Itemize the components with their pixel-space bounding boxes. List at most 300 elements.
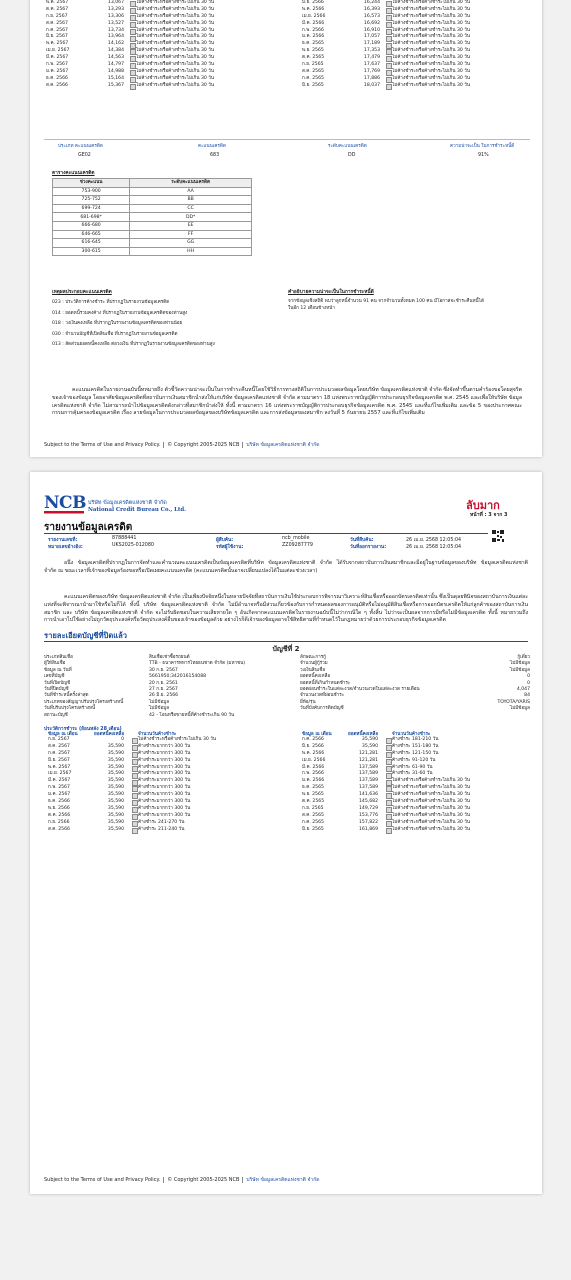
history-status: ไม่ค้างชำระหรือค้างชำระไม่เกิน 30 วัน: [392, 20, 470, 26]
meta-value: ZZ09287779: [282, 543, 313, 548]
detail-value: ไม่มีข้อมูล: [149, 699, 170, 705]
reason-item: 013 : สัดส่วนยอดหนี้คงเหลือ ต่อวงเงิน ที่ปรากฏในรายงานข้อมูลเครดิตของท่านสูง: [52, 342, 215, 347]
history-month: พ.ย. 2565: [302, 792, 324, 798]
history-status: ค้างชำระมากกว่า 300 วัน: [138, 757, 191, 763]
history-row: [46, 827, 276, 834]
history-status: ไม่ค้างชำระหรือค้างชำระไม่เกิน 30 วัน: [392, 48, 470, 54]
history-month: ส.ค. 2567: [48, 743, 70, 749]
history-month: ก.พ. 2567: [46, 62, 68, 68]
history-row: [44, 55, 274, 62]
reason-list: [52, 298, 292, 351]
company-name-en: National Credit Bureau Co., Ltd.: [88, 507, 187, 513]
history-balance: 121,281: [359, 757, 378, 763]
range-value: 699-724: [53, 204, 130, 213]
copyright-text: © Copyright 2005-2025 NCB: [167, 1177, 240, 1183]
detail-label: ยี่ห้อ/รุ่น: [300, 699, 316, 705]
detail-value: ไม่มีข้อมูล: [149, 706, 170, 712]
meta-label: รายงานเลขที่:: [48, 538, 78, 543]
score-range-title: ตารางคะแนนเครดิต: [52, 171, 95, 176]
history-status: ค้างชำระ 31-60 วัน: [392, 771, 433, 777]
history-row: [46, 737, 276, 744]
history-row: [46, 820, 276, 827]
detail-label: วงเงินสินเชื่อ: [300, 667, 326, 673]
history-balance: 15,164: [107, 75, 124, 81]
history-status: ไม่ค้างชำระหรือค้างชำระไม่เกิน 30 วัน: [136, 68, 214, 74]
history-row: [46, 758, 276, 765]
probability-header: ความน่าจะเป็น ในการชำระหนี้ดี: [450, 144, 515, 149]
score-disclaimer: คะแนนเครดิตในรายงานฉบับนี้ทหมายถึง ตัวชี้วัดความน่าจะเป็นในการชำระคืนหนี้โดยใช้วิธีการทางสถิติในการประมวลผลข้อมูลโดยบริษัท ข้อมูลเครดิตแห่งชาติ จำกัด ซึ่งจัดทำขึ้นตามคำร้องขอโดยสุจริตของเจ้าของข้อมูล โดยอาศัยข้อมูลเครดิตที่สถาบันการเงินสมาชิกนำส่งให้แก่บริษัท ข้อมูลเครดิตแห่งชาติ จำกัด ตามมาตรา 18 แห่งพระราชบัญญัติการประกอบธุรกิจข้อมูลเครดิต พ.ศ. 2545 และเพื่อให้บริษัท ข้อมูลเครดิตแห่งชาติ จำกัด ไม่สามารถนำไปข้อมูลเครดิตดังกล่าวที่สมาชิกนำส่งให้ ทั้งนี้ ตามมาตรา 16 แห่งพระราชบัญญัติการประกอบธุรกิจข้อมูลเครดิต พ.ศ. 2545 และที่แก้ไขเพิ่มเติม และข้อ 5 ของประกาศคณะกรรมการคุ้มครองข้อมูลเครดิต เรื่อง ลายข้อมูลในการประมวลผลข้อมูลของบริษัทข้อมูลเครดิต และการส่งข้อมูลของสมาชิก ลงวันที่ 5 กันยายน 2557 และที่แก้ไขเพิ่มเติม: [52, 387, 522, 417]
report-meta: [48, 536, 518, 550]
history-month: ก.ค. 2567: [48, 750, 70, 756]
history-month: ธ.ค. 2565: [302, 785, 324, 791]
meta-value: UKS2025-012080: [112, 543, 154, 548]
history-month: เม.ย. 2566: [302, 757, 326, 763]
history-balance: 16,692: [363, 20, 380, 26]
history-month: มี.ค. 2566: [302, 20, 325, 26]
range-row: [53, 239, 252, 248]
history-balance: 35,590: [107, 799, 124, 805]
probability-value: 91%: [478, 153, 489, 158]
detail-value: 30 ก.ย. 2567: [149, 667, 178, 673]
history-status: ไม่ค้างชำระหรือค้างชำระไม่เกิน 30 วัน: [392, 778, 470, 784]
history-month: มิ.ย. 2565: [302, 826, 324, 832]
history-row: [300, 76, 530, 83]
history-month: ก.ย. 2565: [302, 805, 324, 811]
history-status: ไม่ค้างชำระหรือค้างชำระไม่เกิน 30 วัน: [392, 819, 470, 825]
history-status: ไม่ค้างชำระหรือค้างชำระไม่เกิน 30 วัน: [136, 27, 214, 33]
history-balance: 35,590: [361, 743, 378, 749]
history-row: [300, 744, 530, 751]
level-value: FF: [130, 230, 252, 239]
history-status: ไม่ค้างชำระหรือค้างชำระไม่เกิน 30 วัน: [136, 75, 214, 81]
history-month: ม.ค. 2567: [46, 68, 69, 74]
history-status: ไม่ค้างชำระหรือค้างชำระไม่เกิน 30 วัน: [392, 826, 470, 832]
range-value: 681-698*: [53, 213, 130, 222]
history-status: ไม่ค้างชำระหรือค้างชำระไม่เกิน 30 วัน: [392, 0, 470, 5]
range-value: 725-752: [53, 196, 130, 205]
history-row: [44, 83, 274, 90]
range-value: 300-615: [53, 247, 130, 256]
history-balance: 35,590: [107, 819, 124, 825]
copyright-text: © Copyright 2005-2025 NCB: [167, 442, 240, 448]
history-row: [46, 799, 276, 806]
history-balance: 35,590: [107, 792, 124, 798]
history-balance: 137,589: [359, 764, 378, 770]
history-status: ไม่ค้างชำระหรือค้างชำระไม่เกิน 30 วัน: [136, 62, 214, 68]
history-month: มิ.ย. 2566: [302, 743, 324, 749]
detail-label: ยอดหนี้ที่เกินกำหนดชำระ: [300, 680, 351, 686]
range-row: [53, 213, 252, 222]
history-month: พ.ค. 2567: [48, 764, 71, 770]
page-footer: [44, 1176, 320, 1184]
history-row: [300, 806, 530, 813]
history-status: ค้างชำระมากกว่า 300 วัน: [138, 805, 191, 811]
history-month: พ.ค. 2566: [302, 750, 325, 756]
history-status: ไม่ค้างชำระหรือค้างชำระไม่เกิน 30 วัน: [392, 27, 470, 33]
history-month: ม.ค. 2567: [48, 792, 71, 798]
history-balance: 17,057: [363, 34, 380, 40]
reason-item: 023 : ประวัติการค้างชำระ ที่ปรากฏในรายงานข้อมูลเครดิต: [52, 300, 170, 305]
history-row: [300, 83, 530, 90]
history-month: เม.ย. 2566: [302, 13, 326, 19]
history-month: ก.พ. 2566: [302, 771, 324, 777]
range-row: [53, 187, 252, 196]
history-status: ค้างชำระมากกว่า 300 วัน: [138, 812, 191, 818]
history-month: มิ.ย. 2567: [48, 757, 70, 763]
ncb-logo: [44, 493, 86, 514]
history-balance: 35,590: [107, 743, 124, 749]
history-row: [300, 21, 530, 28]
detail-label: ยอดหนี้คงเหลือ: [300, 674, 331, 680]
credit-score-summary: [44, 139, 530, 162]
history-month: พ.ย. 2566: [48, 805, 70, 811]
report-page-3: [30, 472, 542, 1194]
history-title: ประวัติการชำระ (ย้อนหลัง 28 เดือน): [44, 727, 122, 732]
history-status: ค้างชำระมากกว่า 300 วัน: [138, 792, 191, 798]
history-balance: 14,384: [107, 48, 124, 54]
history-row: [300, 827, 530, 834]
history-balance: 13,067: [107, 0, 124, 5]
history-month: มี.ค. 2567: [46, 55, 69, 61]
closed-accounts-title: รายละเอียดบัญชีที่ปิดแล้ว: [44, 631, 128, 640]
detail-value: ไม่มีข้อมูล: [509, 667, 530, 673]
range-value: 753-900: [53, 187, 130, 196]
range-value: 646-665: [53, 230, 130, 239]
meta-label: วันที่สืบค้น:: [350, 538, 374, 543]
detail-value: 0: [527, 674, 530, 680]
detail-label: จำนวนผู้กู้ร่วม: [300, 661, 328, 667]
history-balance: 35,590: [361, 737, 378, 742]
detail-label: วันที่เปิดบัญชี: [44, 680, 71, 686]
history-month: ก.ค. 2565: [302, 819, 324, 825]
detail-label: จำนวนงวดที่ผ่อนชำระ: [300, 693, 345, 699]
intro-paragraph: อนึ่ง ข้อมูลเครดิตที่ปรากฏในการจัดทำและคำนวณคะแนนเครดิตเป็นข้อมูลเครดิตที่บริษัท ข้อมูลเครดิตแห่งชาติ จำกัด ได้รับจากสถาบันการเงินสมาชิกและมีอยู่ในฐานข้อมูลของบริษัท ข้อมูลเครดิตแห่งชาติ จำกัด ณ ขณะเวลาที่เจ้าของข้อมูลร้องขอหรือเปิดเผยคะแนนเครดิต (คะแนนเครดิตนั้นอาจเปลี่ยนแปลงได้ในแต่ละช่วงเวลา): [44, 560, 528, 574]
history-balance: 17,886: [363, 75, 380, 81]
history-month: พ.ค. 2567: [46, 41, 69, 47]
meta-value: 26 เม.ย. 2568 12:05:04: [406, 538, 462, 543]
history-month: ส.ค. 2566: [48, 826, 70, 832]
range-row: [53, 221, 252, 230]
page-number: หน้าที่ : 3 จาก 3: [470, 512, 508, 518]
account-details-left: [44, 655, 294, 719]
detail-value: TTB - ธนาคารทหารไทยธนชาต จำกัด (มหาชน): [149, 661, 246, 667]
history-row: [44, 76, 274, 83]
detail-row: [44, 713, 294, 719]
company-link[interactable]: บริษัท ข้อมูลเครดิตแห่งชาติ จำกัด: [246, 1177, 320, 1183]
history-status: ไม่ค้างชำระหรือค้างชำระไม่เกิน 30 วัน: [392, 34, 470, 40]
level-value: GG: [130, 239, 252, 248]
history-status: ไม่ค้างชำระหรือค้างชำระไม่เกิน 30 วัน: [392, 805, 470, 811]
history-balance: 35,590: [107, 750, 124, 756]
history-status: ค้างชำระ 91-120 วัน: [392, 757, 436, 763]
history-month: พ.ย. 2565: [302, 48, 324, 54]
level-value: HH: [130, 247, 252, 256]
history-row: [300, 55, 530, 62]
history-status: ไม่ค้างชำระหรือค้างชำระไม่เกิน 30 วัน: [392, 55, 470, 61]
detail-value: 5661950;342016154088: [149, 674, 207, 680]
history-status: ไม่ค้างชำระหรือค้างชำระไม่เกิน 30 วัน: [136, 0, 214, 5]
history-balance: 16,573: [363, 13, 380, 19]
history-row: [300, 792, 530, 799]
history-row: [300, 62, 530, 69]
detail-label: วันที่บังคับการติดบัญชี: [300, 706, 344, 712]
detail-value: กู้เดี่ยว: [517, 655, 530, 660]
detail-label: ข้อมูล ณ วันที่: [44, 667, 72, 673]
history-month: มิ.ย. 2567: [46, 34, 68, 40]
payment-history-right: [300, 737, 530, 833]
payment-history-left: [44, 0, 274, 90]
company-link[interactable]: บริษัท ข้อมูลเครดิตแห่งชาติ จำกัด: [246, 442, 320, 448]
detail-value: 0: [527, 680, 530, 686]
history-status: ไม่ค้างชำระหรือค้างชำระไม่เกิน 30 วัน: [136, 13, 214, 19]
history-balance: 149,729: [359, 805, 378, 811]
history-status: ไม่ค้างชำระหรือค้างชำระไม่เกิน 30 วัน: [136, 20, 214, 26]
detail-value: 20 ก.ย. 2561: [149, 680, 178, 686]
detail-value: 84: [524, 693, 530, 699]
month-header: ข้อมูล ณ เดือน: [302, 732, 332, 737]
history-row: [300, 751, 530, 758]
history-month: ก.ย. 2565: [302, 62, 324, 68]
history-balance: 16,393: [363, 6, 380, 12]
history-row: [300, 758, 530, 765]
history-balance: 121,281: [359, 750, 378, 756]
history-status: ค้างชำระมากกว่า 300 วัน: [138, 799, 191, 805]
history-status: ไม่ค้างชำระหรือค้างชำระไม่เกิน 30 วัน: [136, 82, 214, 88]
history-status: ค้างชำระมากกว่า 300 วัน: [138, 771, 191, 777]
history-row: [300, 820, 530, 827]
history-balance: 0: [121, 737, 124, 742]
history-status: ค้างชำระมากกว่า 300 วัน: [138, 778, 191, 784]
history-row: [44, 0, 274, 7]
history-month: ก.ย. 2566: [48, 819, 70, 825]
history-month: ส.ค. 2565: [302, 68, 324, 74]
score-value: 683: [210, 153, 220, 158]
score-range-table: [52, 178, 252, 256]
range-value: 616-645: [53, 239, 130, 248]
history-balance: 13,306: [107, 13, 124, 19]
history-row: [46, 792, 276, 799]
history-balance: 13,734: [107, 27, 124, 33]
detail-row: [300, 706, 530, 712]
score-level-header: ระดับคะแนนเครดิต: [328, 144, 367, 149]
history-row: [44, 7, 274, 14]
detail-label: วันที่ปิดบัญชี: [44, 686, 69, 692]
report-title: รายงานข้อมูลเครดิต: [44, 522, 133, 533]
account-details-right: [300, 655, 530, 713]
level-header: ระดับคะแนนเครดิต: [130, 179, 252, 188]
history-status: ไม่ค้างชำระหรือค้างชำระไม่เกิน 30 วัน: [136, 55, 214, 61]
history-balance: 153,776: [359, 812, 378, 818]
range-header: ช่วงคะแนน: [53, 179, 130, 188]
level-value: DD*: [130, 213, 252, 222]
history-month: ส.ค. 2567: [46, 20, 68, 26]
history-month: ส.ค. 2565: [302, 812, 324, 818]
history-month: พ.ค. 2566: [302, 6, 325, 12]
detail-value: 27 ก.ย. 2567: [149, 686, 178, 692]
detail-value: สินเชื่อเช่าซื้อรถยนต์: [149, 655, 190, 660]
history-month: ต.ค. 2566: [48, 812, 71, 818]
payment-history-right: [300, 0, 530, 90]
detail-label: ประเภทของสัญญาปรับปรุงโครงสร้างหนี้: [44, 699, 124, 705]
range-row: [53, 196, 252, 205]
history-balance: 35,590: [107, 812, 124, 818]
history-status: ค้างชำระมากกว่า 300 วัน: [138, 764, 191, 770]
history-balance: 35,590: [107, 785, 124, 791]
history-row: [300, 813, 530, 820]
history-month: มี.ย. 2566: [302, 0, 324, 5]
terms-link[interactable]: Subject to the Terms of Use and Privacy Policy.: [44, 1177, 161, 1183]
history-month: ก.ย. 2567: [46, 13, 68, 19]
history-month: ก.พ. 2567: [48, 785, 70, 791]
history-month: ก.ค. 2565: [302, 75, 324, 81]
history-status: ไม่ค้างชำระหรือค้างชำระไม่เกิน 30 วัน: [392, 812, 470, 818]
history-month: มี.ค. 2567: [48, 778, 71, 784]
detail-value: 42 - โอนหรือขายหนี้ที่ค้างชำระเกิน 90 วัน: [149, 712, 235, 718]
score-header: คะแนนเครดิต: [198, 144, 226, 149]
history-month: พ.ค. 2567: [46, 0, 69, 5]
history-balance: 145,682: [359, 799, 378, 805]
history-status: ไม่ค้างชำระหรือค้างชำระไม่เกิน 30 วัน: [392, 13, 470, 19]
history-balance: 161,869: [359, 826, 378, 832]
history-status: ไม่ค้างชำระหรือค้างชำระไม่เกิน 30 วัน: [138, 737, 216, 742]
history-balance: 17,769: [363, 68, 380, 74]
history-row: [300, 7, 530, 14]
history-status: ค้างชำระ 181-210 วัน: [392, 737, 439, 742]
range-row: [53, 230, 252, 239]
history-balance: 17,353: [363, 48, 380, 54]
page-footer: [44, 441, 320, 449]
history-balance: 14,563: [107, 55, 124, 61]
level-value: AA: [130, 187, 252, 196]
history-status: ไม่ค้างชำระหรือค้างชำระไม่เกิน 30 วัน: [136, 41, 214, 47]
history-balance: 17,479: [363, 55, 380, 61]
history-month: มิ.ย. 2565: [302, 82, 324, 88]
history-month: ต.ค. 2565: [302, 799, 325, 805]
history-status: ไม่ค้างชำระหรือค้างชำระไม่เกิน 30 วัน: [392, 62, 470, 68]
range-row: [53, 247, 252, 256]
detail-label: เลขที่บัญชี: [44, 674, 65, 680]
history-month: ธ.ค. 2565: [302, 41, 324, 47]
history-balance: 13,964: [107, 34, 124, 40]
history-row: [44, 21, 274, 28]
history-balance: 137,589: [359, 778, 378, 784]
history-status: ไม่ค้างชำระหรือค้างชำระไม่เกิน 30 วัน: [136, 6, 214, 12]
meta-value: 26 เม.ย. 2568 12:05:04: [406, 545, 462, 550]
probability-title: คำอธิบายความน่าจะเป็นในการชำระหนี้ดี: [288, 290, 374, 295]
history-status: ค้างชำระ 121-150 วัน: [392, 750, 439, 756]
report-page-2: [30, 0, 542, 457]
balance-header: ยอดหนี้คงเหลือ: [94, 732, 125, 737]
history-balance: 17,189: [363, 41, 380, 47]
history-balance: 18,037: [363, 82, 380, 88]
history-row: [46, 744, 276, 751]
history-status: ไม่ค้างชำระหรือค้างชำระไม่เกิน 30 วัน: [136, 48, 214, 54]
history-status: ไม่ค้างชำระหรือค้างชำระไม่เกิน 30 วัน: [136, 34, 214, 40]
history-balance: 35,590: [107, 757, 124, 763]
history-balance: 16,910: [363, 27, 380, 33]
history-status: ค้างชำระ 61-90 วัน: [392, 764, 433, 770]
history-status: ค้างชำระมากกว่า 300 วัน: [138, 750, 191, 756]
history-balance: 14,988: [107, 68, 124, 74]
history-balance: 15,367: [107, 82, 124, 88]
logo-text: NCB: [44, 493, 86, 513]
history-month: เม.ย. 2567: [46, 48, 70, 54]
history-row: [300, 0, 530, 7]
detail-label: วันที่ชำระหนี้ครั้งล่าสุด: [44, 693, 89, 699]
detail-value: ไม่มีข้อมูล: [509, 706, 530, 712]
history-month: ส.ค. 2566: [46, 82, 68, 88]
account-title: บัญชีที่ 2: [272, 645, 300, 653]
score-type-header: ประเภท คะแนนเครดิต: [58, 144, 103, 149]
history-month: ม.ค. 2566: [302, 34, 325, 40]
history-status: ไม่ค้างชำระหรือค้างชำระไม่เกิน 30 วัน: [392, 785, 470, 791]
history-month: ต.ค. 2565: [302, 55, 325, 61]
history-month: ธ.ค. 2566: [48, 799, 70, 805]
history-status: ไม่ค้างชำระหรือค้างชำระไม่เกิน 30 วัน: [392, 6, 470, 12]
history-row: [46, 813, 276, 820]
history-month: ม.ค. 2566: [302, 778, 325, 784]
history-balance: 16,244: [363, 0, 380, 5]
history-balance: 14,797: [107, 62, 124, 68]
history-balance: 35,590: [107, 826, 124, 832]
detail-value: 26 มิ.ย. 2566: [149, 693, 179, 699]
history-status: ไม่ค้างชำระหรือค้างชำระไม่เกิน 30 วัน: [392, 792, 470, 798]
history-status: ไม่ค้างชำระหรือค้างชำระไม่เกิน 30 วัน: [392, 82, 470, 88]
history-balance: 13,527: [107, 20, 124, 26]
history-month: มี.ค. 2566: [302, 764, 325, 770]
history-balance: 13,293: [107, 6, 124, 12]
detail-label: ผู้ให้สินเชื่อ: [44, 661, 66, 667]
terms-link[interactable]: Subject to the Terms of Use and Privacy Policy.: [44, 442, 161, 448]
history-row: [300, 14, 530, 21]
history-balance: 35,590: [107, 805, 124, 811]
overdue-header: จำนวนวันค้างชำระ: [138, 732, 177, 737]
history-row: [44, 14, 274, 21]
history-status: ไม่ค้างชำระหรือค้างชำระไม่เกิน 30 วัน: [392, 799, 470, 805]
history-month: เม.ย. 2567: [48, 771, 72, 777]
history-balance: 14,162: [107, 41, 124, 47]
meta-value: 87888441: [112, 536, 137, 541]
history-row: [300, 737, 530, 744]
history-status: ค้างชำระมากกว่า 300 วัน: [138, 743, 191, 749]
reason-title: เหตุผลประกอบคะแนนเครดิต: [52, 290, 112, 295]
history-row: [44, 62, 274, 69]
detail-label: วันที่ปรับปรุงโครงสร้างหนี้: [44, 706, 96, 712]
history-balance: 17,637: [363, 62, 380, 68]
history-status: ไม่ค้างชำระหรือค้างชำระไม่เกิน 30 วัน: [392, 75, 470, 81]
history-month: ก.พ. 2566: [302, 27, 324, 33]
probability-text: จากข้อมูลเชิงสถิติ พบว่าลูกหนี้จำนวน 91 คน จากจำนวนทั้งหมด 100 คน มีโอกาสจะชำระคืนหนี้ได้ในอีก 12 เดือนข้างหน้า: [288, 299, 484, 311]
overdue-header: จำนวนวันค้างชำระ: [392, 732, 431, 737]
reason-item: 018 : วงเงินคงเหลือ ที่ปรากฏในรายงานข้อมูลเครดิตของท่านน้อย: [52, 321, 183, 326]
detail-label: ยอดผ่อนชำระในแต่ละงวด/จำนวนงวดในแต่ละงวด รายเดือน: [300, 686, 420, 692]
history-row: [46, 751, 276, 758]
history-month: ก.ค. 2567: [46, 27, 68, 33]
history-balance: 137,589: [359, 785, 378, 791]
meta-label: ผู้สืบค้น:: [216, 538, 234, 543]
level-value: CC: [130, 204, 252, 213]
reason-item: 030 : จำนวนบัญชีที่เปิดสินเชื่อ ที่ปรากฏในรายงานข้อมูลเครดิต: [52, 331, 178, 337]
history-month: ธ.ค. 2566: [46, 75, 68, 81]
meta-label: หมายเลขอ้างอิง:: [48, 545, 83, 550]
history-status: ค้างชำระมากกว่า 300 วัน: [138, 785, 191, 791]
history-balance: 137,589: [359, 771, 378, 777]
company-name-th: บริษัท ข้อมูลเครดิตแห่งชาติ จำกัด: [88, 500, 167, 506]
month-header: ข้อมูล ณ เดือน: [48, 732, 78, 737]
reason-item: 014 : ยอดหนี้รวมคงค้าง ที่ปรากฏในรายงานข้อมูลเครดิตของท่านสูง: [52, 310, 188, 316]
meta-label: วันที่ออกรายงาน:: [350, 545, 387, 550]
history-month: ก.ค. 2566: [302, 737, 324, 742]
